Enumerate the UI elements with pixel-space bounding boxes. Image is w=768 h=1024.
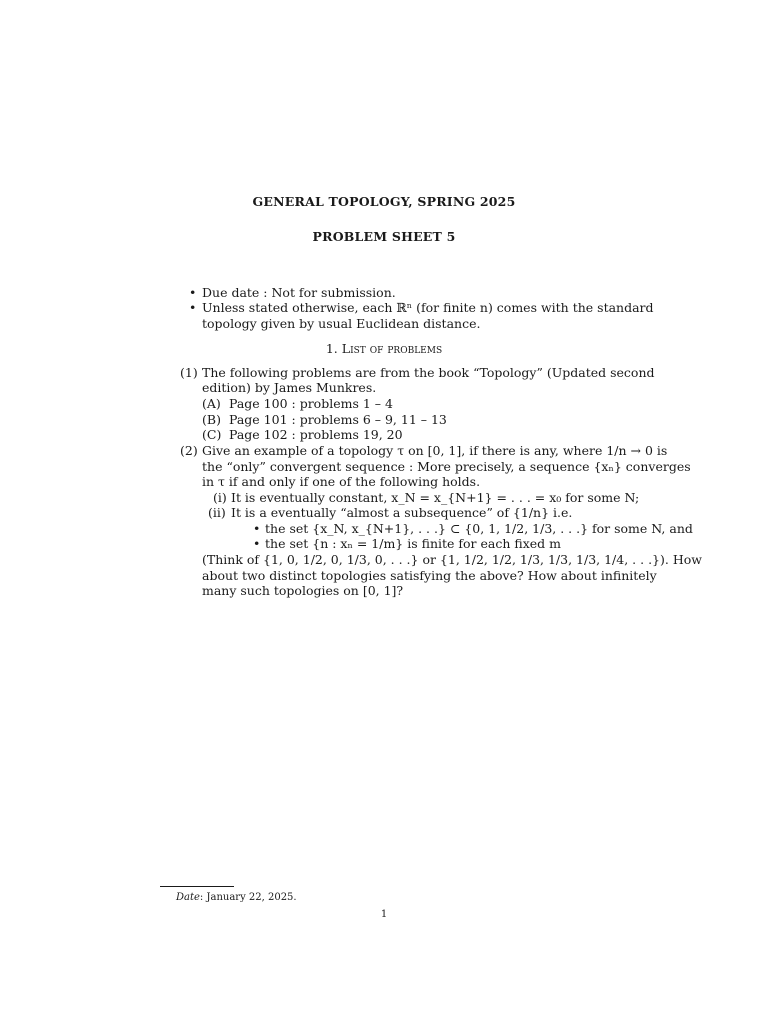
problem-text: (Think of {1, 0, 1/2, 0, 1/3, 0, . . .} or {1, 1/2, 1/2, 1/3, 1/3, 1/3, 1/4, . . .}). How: [202, 552, 702, 567]
footnote-text: : January 22, 2025.: [199, 892, 297, 903]
subproblem-label: (ii): [208, 505, 226, 520]
problem-text: about two distinct topologies satisfying the above? How about infinitely: [202, 568, 657, 583]
bullet-item: Due date : Not for submission.: [202, 285, 396, 300]
document-title: GENERAL TOPOLOGY, SPRING 2025: [252, 194, 516, 209]
subproblem-label: (B): [202, 412, 221, 427]
bullet-marker: •: [253, 521, 261, 536]
subproblem-text: Page 100 : problems 1 – 4: [229, 396, 393, 411]
subproblem-text: Page 101 : problems 6 – 9, 11 – 13: [229, 412, 447, 427]
bullet-marker: •: [253, 536, 261, 551]
problem-label: (1): [180, 365, 198, 380]
bullet-item-continued: topology given by usual Euclidean distance.: [202, 316, 481, 331]
subproblem-label: (A): [202, 396, 221, 411]
condition-item: the set {x_N, x_{N+1}, . . .} ⊂ {0, 1, 1/2, 1/3, . . .} for some N, and: [265, 521, 693, 536]
problem-text: in τ if and only if one of the following holds.: [202, 474, 481, 489]
problem-text: the “only” convergent sequence : More precisely, a sequence {xₙ} converges: [202, 459, 691, 474]
document-subtitle: PROBLEM SHEET 5: [312, 229, 456, 244]
subproblem-text: Page 102 : problems 19, 20: [229, 427, 403, 442]
section-title: List of problems: [341, 341, 443, 356]
condition-item: the set {n : xₙ = 1/m} is finite for each fixed m: [265, 536, 561, 551]
subproblem-text: It is a eventually “almost a subsequence” of {1/n} i.e.: [231, 505, 573, 520]
problem-text: many such topologies on [0, 1]?: [202, 583, 404, 598]
problem-text: The following problems are from the book “Topology” (Updated second: [202, 365, 655, 380]
subproblem-label: (i): [213, 490, 227, 505]
problem-text: edition) by James Munkres.: [202, 380, 377, 395]
bullet-marker: •: [189, 285, 197, 300]
section-number: 1.: [325, 341, 338, 356]
footnote-rule: [160, 886, 234, 887]
subproblem-text: It is eventually constant, x_N = x_{N+1} = . . . = x₀ for some N;: [231, 490, 640, 505]
page-number: 1: [380, 909, 388, 920]
section-heading: [0, 341, 768, 357]
footnote: [176, 892, 297, 903]
bullet-marker: •: [189, 300, 197, 315]
problem-label: (2): [180, 443, 198, 458]
problem-text: Give an example of a topology τ on [0, 1], if there is any, where 1/n → 0 is: [202, 443, 668, 458]
footnote-label: Date: [176, 892, 200, 903]
subproblem-label: (C): [202, 427, 222, 442]
bullet-item: Unless stated otherwise, each ℝⁿ (for finite n) comes with the standard: [202, 300, 654, 315]
